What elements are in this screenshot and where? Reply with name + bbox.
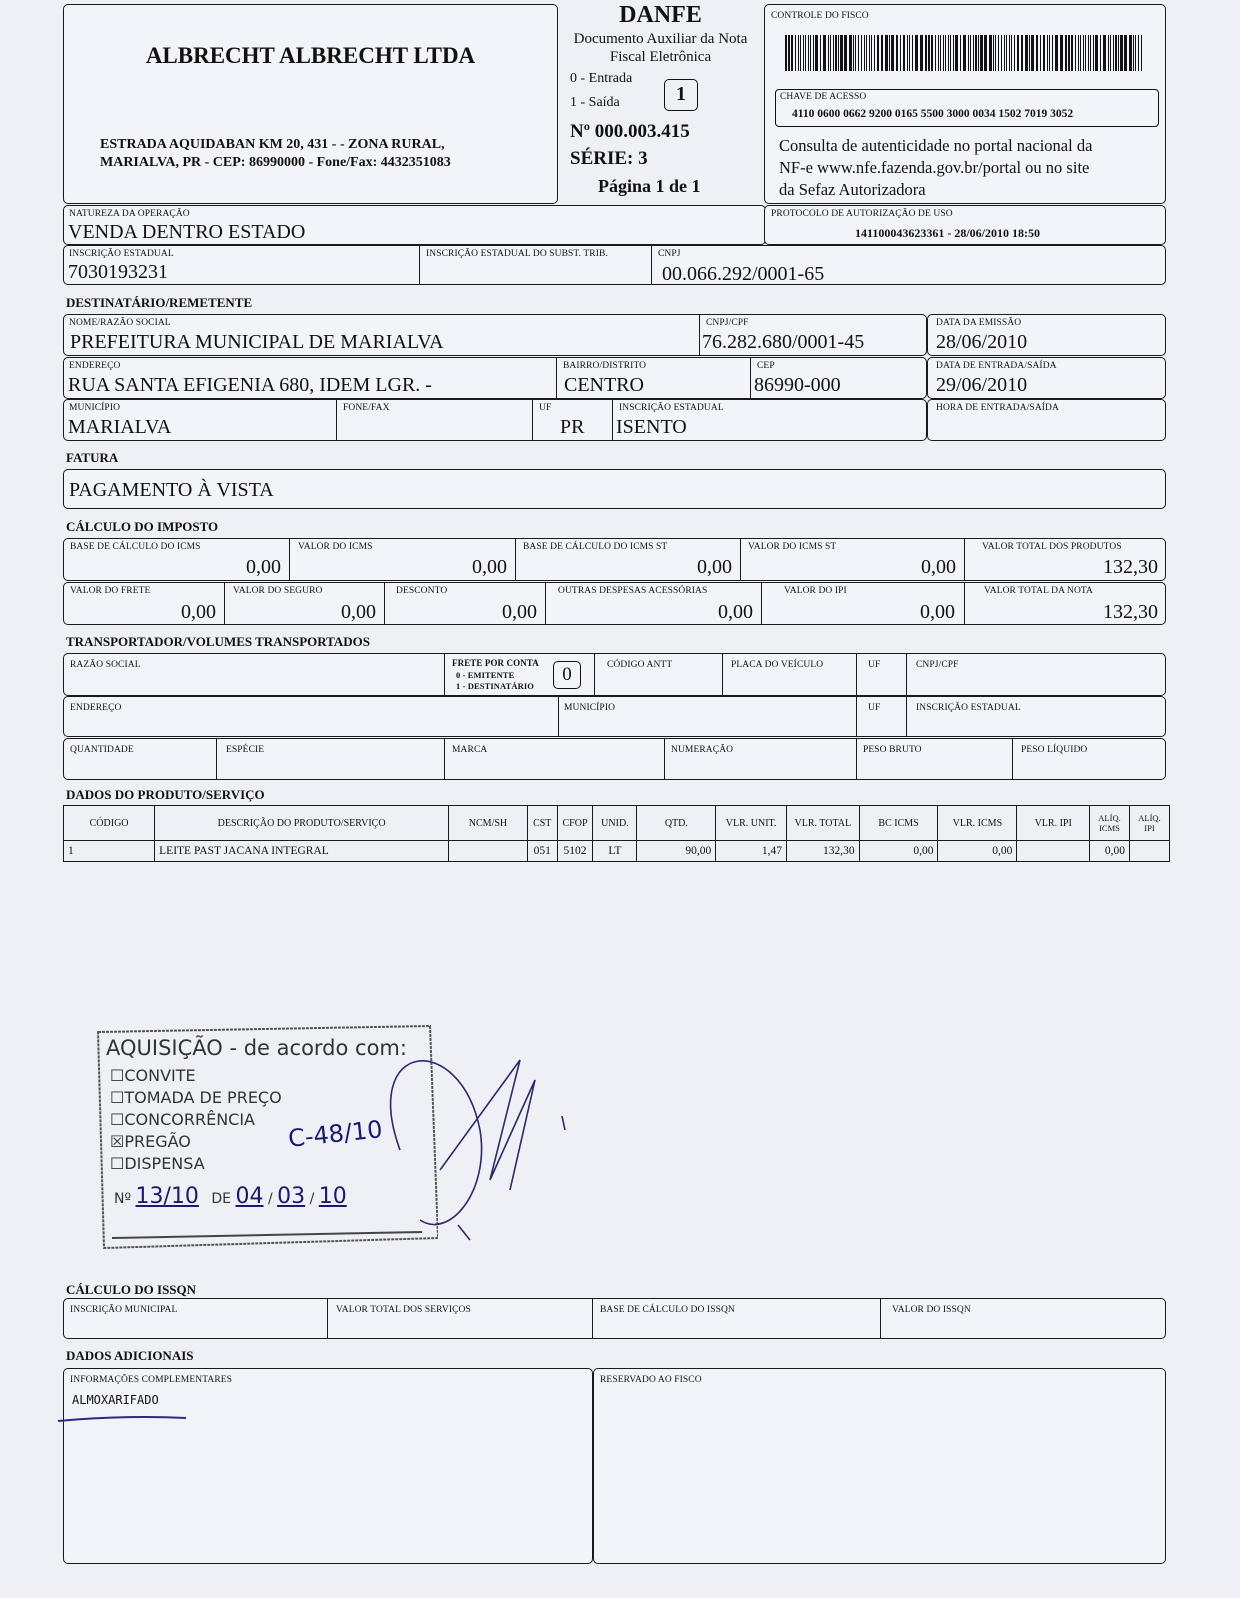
transp-frete-valor: 0 (553, 661, 581, 689)
barcode-bar (950, 35, 951, 71)
consulta-1: Consulta de autenticidade no portal nacional da (779, 136, 1093, 155)
barcode-bar (1088, 35, 1089, 71)
barcode-bar (830, 35, 831, 71)
imposto-r1-valor-2: 0,00 (697, 556, 732, 578)
transp-bruto-label: PESO BRUTO (863, 745, 922, 755)
consulta-2: NF-e www.nfe.fazenda.gov.br/portal ou no site (779, 158, 1090, 177)
row-cfop: 5102 (557, 841, 593, 862)
dest-cnpj-label: CNPJ/CPF (706, 318, 749, 328)
stamp-ano: 10 (318, 1184, 347, 1209)
dest-endereco: RUA SANTA EFIGENIA 680, IDEM LGR. - (68, 374, 432, 396)
checked-checkbox-icon: ☒ (110, 1132, 125, 1151)
dest-fone-label: FONE/FAX (343, 403, 390, 413)
barcode-bar (844, 35, 847, 71)
col-bc-icms: BC ICMS (859, 806, 938, 841)
danfe-block (558, 0, 763, 204)
imposto-r1-valor-4: 132,30 (1103, 556, 1158, 578)
barcode-bar (980, 35, 983, 71)
barcode-bar (920, 35, 923, 71)
barcode-bar (1014, 35, 1015, 71)
barcode-bar (808, 35, 809, 71)
issqn-label-0: INSCRIÇÃO MUNICIPAL (70, 1305, 178, 1315)
adicionais-title: DADOS ADICIONAIS (66, 1348, 194, 1363)
barcode-bar (995, 35, 996, 71)
barcode-bar (1040, 35, 1041, 71)
barcode-bar (1133, 35, 1134, 71)
barcode-bar (1052, 35, 1053, 71)
barcode-bar (1093, 35, 1094, 71)
destinatario-row3 (63, 399, 927, 441)
controle-fisco-label: CONTROLE DO FISCO (771, 11, 869, 21)
hora-box (927, 399, 1166, 441)
stamp-item-4: ☐DISPENSA (110, 1154, 205, 1173)
barcode-bar (1141, 35, 1142, 71)
barcode-bar (975, 35, 977, 71)
col-descricao: DESCRIÇÃO DO PRODUTO/SERVIÇO (155, 806, 449, 841)
barcode-bar (813, 35, 814, 71)
imposto-r1-label-1: VALOR DO ICMS (298, 542, 373, 552)
info-valor: ALMOXARIFADO (72, 1393, 159, 1407)
info-complementares-box (63, 1368, 593, 1564)
barcode-bar (1078, 35, 1079, 71)
barcode-bar (993, 35, 994, 71)
transporte-row1 (63, 653, 1166, 696)
barcode-bar (881, 35, 883, 71)
imposto-r1-label-4: VALOR TOTAL DOS PRODUTOS (982, 542, 1122, 552)
fisco-reservado-label: RESERVADO AO FISCO (600, 1375, 702, 1385)
dest-uf-label: UF (539, 403, 552, 413)
barcode-bar (798, 35, 799, 71)
row-ncm (449, 841, 528, 862)
barcode-bar (785, 35, 787, 71)
danfe-serie: SÉRIE: 3 (570, 148, 648, 169)
col-vlr-icms: VLR. ICMS (938, 806, 1017, 841)
issqn-title: CÁLCULO DO ISSQN (66, 1282, 197, 1297)
emitente-endereco-1: ESTRADA AQUIDABAN KM 20, 431 - - ZONA RURAL, (100, 137, 445, 152)
col-vlr-total: VLR. TOTAL (786, 806, 859, 841)
barcode-bar (912, 35, 913, 71)
barcode-bar (931, 35, 933, 71)
produtos-header-row (64, 806, 1170, 841)
transp-endereco-label: ENDEREÇO (70, 703, 122, 713)
row-unid: LT (593, 841, 637, 862)
danfe-subtitle-1: Documento Auxiliar da Nota (573, 31, 748, 47)
barcode-bar (1049, 35, 1050, 71)
barcode-bar (815, 35, 818, 71)
barcode-bar (1047, 35, 1048, 71)
barcode-bar (970, 35, 971, 71)
barcode-bar (1001, 35, 1002, 71)
col-vlr-unit: VLR. UNIT. (716, 806, 787, 841)
emitente-box (63, 4, 558, 204)
iest-label: INSCRIÇÃO ESTADUAL DO SUBST. TRIB. (426, 249, 608, 259)
dest-ie: ISENTO (616, 416, 687, 438)
barcode-bar (874, 35, 875, 71)
produtos-title: DADOS DO PRODUTO/SERVIÇO (66, 787, 265, 802)
transp-razao-label: RAZÃO SOCIAL (70, 660, 141, 670)
stamp-num-label: Nº (114, 1191, 132, 1207)
barcode-bar (823, 35, 826, 71)
transporte-row3 (63, 738, 1166, 780)
issqn-label-2: BASE DE CÁLCULO DO ISSQN (600, 1305, 735, 1315)
barcode-bar (1043, 35, 1045, 71)
imposto-r2-label-3: OUTRAS DESPESAS ACESSÓRIAS (558, 586, 708, 596)
barcode-bar (909, 35, 910, 71)
barcode-bar (833, 35, 834, 71)
barcode-bar (963, 35, 966, 71)
barcode-bar (1118, 35, 1119, 71)
barcode-bar (869, 35, 870, 71)
barcode-bar (978, 35, 979, 71)
dest-endereco-label: ENDEREÇO (69, 361, 121, 371)
barcode-bar (853, 35, 854, 71)
barcode-bar (858, 35, 859, 71)
barcode-bar (805, 35, 806, 71)
row-vlr-unit: 1,47 (716, 841, 787, 862)
transp-marca-label: MARCA (452, 745, 488, 755)
imposto-r2-label-1: VALOR DO SEGURO (233, 586, 323, 596)
chave-acesso: 4110 0600 0662 9200 0165 5500 3000 0034 1502 7019 3052 (792, 108, 1074, 120)
barcode-bar (1138, 35, 1139, 71)
imposto-r2-valor-5: 132,30 (1103, 601, 1158, 623)
barcode-bar (1124, 35, 1127, 71)
imposto-r2-label-0: VALOR DO FRETE (70, 586, 151, 596)
barcode (785, 35, 1145, 71)
barcode-bar (877, 35, 879, 71)
protocolo-valor: 141100043623361 - 28/06/2010 18:50 (855, 226, 1040, 240)
barcode-bar (871, 35, 872, 71)
underline-stroke (56, 1413, 196, 1427)
natureza-valor: VENDA DENTRO ESTADO (68, 221, 306, 243)
danfe-tipo-box: 1 (664, 79, 698, 111)
imposto-r2-valor-1: 0,00 (341, 601, 376, 623)
barcode-bar (864, 35, 865, 71)
checkbox-icon: ☐ (110, 1066, 125, 1085)
col-ncm: NCM/SH (449, 806, 528, 841)
col-aliq-ipi: ALÍQ. IPI (1129, 806, 1169, 841)
imposto-row2 (63, 582, 1166, 625)
transp-antt-label: CÓDIGO ANTT (607, 660, 673, 670)
issqn-label-3: VALOR DO ISSQN (892, 1305, 971, 1315)
barcode-bar (1060, 35, 1063, 71)
dest-municipio: MARIALVA (68, 416, 172, 438)
danfe-subtitle-2: Fiscal Eletrônica (609, 49, 712, 65)
barcode-bar (861, 35, 862, 71)
transp-cnpj-label: CNPJ/CPF (916, 660, 959, 670)
stamp-de-label: DE (211, 1191, 232, 1207)
col-unid: UNID. (593, 806, 637, 841)
barcode-bar (820, 35, 821, 71)
dest-bairro: CENTRO (564, 374, 644, 396)
imposto-row1 (63, 538, 1166, 581)
col-qtd: QTD. (637, 806, 716, 841)
barcode-bar (1108, 35, 1109, 71)
barcode-bar (1100, 35, 1101, 71)
barcode-bar (915, 35, 918, 71)
imposto-title: CÁLCULO DO IMPOSTO (66, 519, 219, 534)
barcode-bar (1071, 35, 1073, 71)
barcode-bar (1004, 35, 1005, 71)
row-aliq-ipi (1129, 841, 1169, 862)
natureza-label: NATUREZA DA OPERAÇÃO (69, 209, 190, 219)
danfe-entrada: 0 - Entrada (570, 71, 633, 86)
barcode-bar (989, 35, 992, 71)
transporte-title: TRANSPORTADOR/VOLUMES TRANSPORTADOS (66, 634, 371, 649)
barcode-bar (838, 35, 839, 71)
barcode-bar (791, 35, 793, 71)
table-row (64, 841, 1170, 862)
barcode-bar (828, 35, 829, 71)
barcode-bar (1075, 35, 1076, 71)
barcode-bar (945, 35, 946, 71)
dest-ie-label: INSCRIÇÃO ESTADUAL (619, 403, 724, 413)
protocolo-label: PROTOCOLO DE AUTORIZAÇÃO DE USO (771, 209, 953, 219)
imposto-r2-valor-3: 0,00 (718, 601, 753, 623)
barcode-bar (928, 35, 930, 71)
imposto-r2-label-4: VALOR DO IPI (784, 586, 847, 596)
row-aliq-icms: 0,00 (1090, 841, 1130, 862)
transp-numeracao-label: NUMERAÇÃO (671, 745, 734, 755)
emitente-endereco-2: MARIALVA, PR - CEP: 86990000 - Fone/Fax: 4432351083 (100, 155, 451, 170)
imposto-r2-valor-2: 0,00 (502, 601, 537, 623)
barcode-bar (835, 35, 837, 71)
barcode-bar (1055, 35, 1058, 71)
barcode-bar (968, 35, 969, 71)
checkbox-icon: ☐ (110, 1110, 125, 1129)
barcode-bar (855, 35, 856, 71)
barcode-bar (1021, 35, 1023, 71)
chave-box (775, 89, 1159, 127)
imposto-r1-valor-3: 0,00 (921, 556, 956, 578)
imposto-r2-label-2: DESCONTO (396, 586, 448, 596)
barcode-bar (998, 35, 999, 71)
cnpj-valor: 00.066.292/0001-65 (662, 263, 825, 285)
fisco-box (764, 4, 1166, 204)
dest-emissao-label: DATA DA EMISSÃO (936, 318, 1022, 328)
row-bc-icms: 0,00 (859, 841, 938, 862)
row-cst: 051 (527, 841, 557, 862)
entrada-box (927, 357, 1166, 399)
dest-emissao: 28/06/2010 (936, 331, 1028, 353)
barcode-bar (849, 35, 852, 71)
col-vlr-ipi: VLR. IPI (1017, 806, 1090, 841)
barcode-bar (1080, 35, 1081, 71)
stamp-numero-line: Nº 13/10 DE 04 / 03 / 10 (114, 1184, 347, 1209)
barcode-bar (1011, 35, 1012, 71)
emissao-box (927, 314, 1166, 356)
dest-municipio-label: MUNICÍPIO (69, 403, 121, 413)
col-aliq-icms: ALÍQ. ICMS (1090, 806, 1130, 841)
dest-nome-label: NOME/RAZÃO SOCIAL (69, 318, 171, 328)
ie-label: INSCRIÇÃO ESTADUAL (69, 249, 174, 259)
transp-especie-label: ESPÉCIE (226, 745, 265, 755)
dest-entrada: 29/06/2010 (936, 374, 1028, 396)
barcode-bar (795, 35, 796, 71)
barcode-bar (948, 35, 949, 71)
destinatario-row1 (63, 314, 927, 356)
stamp-item-1: ☐TOMADA DE PREÇO (110, 1088, 282, 1107)
transp-municipio-label: MUNICÍPIO (564, 703, 616, 713)
barcode-bar (1009, 35, 1010, 71)
row-descricao: LEITE PAST JACANA INTEGRAL (155, 841, 449, 862)
produtos-table (63, 805, 1170, 862)
barcode-bar (1083, 35, 1084, 71)
transp-frete-op0: 0 - EMITENTE (456, 670, 515, 680)
danfe-saida: 1 - Saída (570, 95, 620, 110)
barcode-bar (955, 35, 958, 71)
barcode-bar (1113, 35, 1114, 71)
barcode-bar (1025, 35, 1028, 71)
dest-hora-label: HORA DE ENTRADA/SAÍDA (936, 403, 1059, 413)
stamp-item-3: ☒PREGÃO (110, 1132, 191, 1151)
barcode-bar (1006, 35, 1007, 71)
barcode-bar (1115, 35, 1117, 71)
row-qtd: 90,00 (637, 841, 716, 862)
col-codigo: CÓDIGO (64, 806, 155, 841)
dest-bairro-label: BAIRRO/DISTRITO (563, 361, 647, 371)
dest-cnpj: 76.282.680/0001-45 (702, 331, 865, 353)
imposto-r1-label-0: BASE DE CÁLCULO DO ICMS (70, 542, 201, 552)
barcode-bar (1135, 35, 1136, 71)
barcode-bar (800, 35, 801, 71)
barcode-bar (943, 35, 944, 71)
imposto-r2-label-5: VALOR TOTAL DA NOTA (984, 586, 1094, 596)
barcode-bar (896, 35, 898, 71)
transp-ie-label: INSCRIÇÃO ESTADUAL (916, 703, 1021, 713)
col-cfop: CFOP (557, 806, 593, 841)
stamp-mes: 03 (277, 1184, 306, 1209)
checkbox-icon: ☐ (110, 1088, 125, 1107)
row-vlr-total: 132,30 (786, 841, 859, 862)
transp-uf-label: UF (868, 660, 881, 670)
danfe-pagina: Página 1 de 1 (598, 176, 701, 196)
barcode-bar (1120, 35, 1123, 71)
barcode-bar (960, 35, 961, 71)
barcode-bar (1110, 35, 1111, 71)
barcode-bar (1065, 35, 1067, 71)
destinatario-title: DESTINATÁRIO/REMETENTE (66, 295, 253, 310)
barcode-bar (1085, 35, 1086, 71)
barcode-bar (1031, 35, 1034, 71)
fatura-title: FATURA (66, 450, 119, 465)
barcode-bar (1095, 35, 1098, 71)
barcode-bar (866, 35, 867, 71)
barcode-bar (1068, 35, 1070, 71)
protocolo-box (764, 205, 1166, 245)
barcode-bar (1017, 35, 1019, 71)
barcode-bar (938, 35, 939, 71)
row-vlr-icms: 0,00 (938, 841, 1017, 862)
stamp-dia: 04 (235, 1184, 264, 1209)
stamp-anotacao: C-48/10 (286, 1115, 384, 1153)
barcode-bar (803, 35, 804, 71)
dest-cep-label: CEP (757, 361, 775, 371)
barcode-bar (1090, 35, 1091, 71)
stamp-item-0: ☐CONVITE (110, 1066, 196, 1085)
imposto-r1-valor-0: 0,00 (246, 556, 281, 578)
ie-valor: 7030193231 (68, 261, 168, 283)
stamp-title: AQUISIÇÃO - de acordo com: (106, 1036, 407, 1060)
barcode-bar (907, 35, 908, 71)
barcode-bar (788, 35, 790, 71)
barcode-bar (935, 35, 936, 71)
issqn-box (63, 1298, 1166, 1339)
row-codigo: 1 (64, 841, 155, 862)
fatura-box (63, 469, 1166, 509)
barcode-bar (891, 35, 894, 71)
barcode-bar (810, 35, 811, 71)
info-label: INFORMAÇÕES COMPLEMENTARES (70, 1375, 233, 1385)
imposto-r1-label-2: BASE DE CÁLCULO DO ICMS ST (523, 542, 668, 552)
barcode-bar (925, 35, 927, 71)
dest-entrada-label: DATA DE ENTRADA/SAÍDA (936, 361, 1057, 371)
danfe-title: DANFE (619, 2, 702, 28)
barcode-bar (1036, 35, 1038, 71)
barcode-bar (840, 35, 843, 71)
barcode-bar (889, 35, 890, 71)
dest-uf: PR (560, 416, 585, 438)
barcode-bar (953, 35, 954, 71)
imposto-r2-valor-0: 0,00 (181, 601, 216, 623)
barcode-bar (940, 35, 941, 71)
transp-frete-label: FRETE POR CONTA (452, 658, 539, 668)
col-cst: CST (527, 806, 557, 841)
dest-cep: 86990-000 (754, 374, 841, 396)
checkbox-icon: ☐ (110, 1154, 125, 1173)
transp-liquido-label: PESO LÍQUIDO (1021, 745, 1088, 755)
imposto-r1-label-3: VALOR DO ICMS ST (748, 542, 837, 552)
inscricao-box (63, 245, 1166, 285)
barcode-bar (1029, 35, 1030, 71)
barcode-bar (1129, 35, 1132, 71)
dest-nome: PREFEITURA MUNICIPAL DE MARIALVA (70, 331, 444, 353)
stamp-numero: 13/10 (135, 1184, 199, 1209)
consulta-3: da Sefaz Autorizadora (779, 180, 926, 199)
transp-placa-label: PLACA DO VEÍCULO (731, 660, 824, 670)
barcode-bar (900, 35, 901, 71)
row-vlr-ipi (1017, 841, 1090, 862)
imposto-r1-valor-1: 0,00 (472, 556, 507, 578)
chave-label: CHAVE DE ACESSO (780, 92, 867, 102)
transp-frete-op1: 1 - DESTINATÁRIO (456, 681, 534, 691)
transp-qtd-label: QUANTIDADE (70, 745, 134, 755)
destinatario-row2 (63, 357, 927, 399)
fatura-valor: PAGAMENTO À VISTA (69, 479, 274, 501)
barcode-bar (1103, 35, 1106, 71)
issqn-label-1: VALOR TOTAL DOS SERVIÇOS (336, 1305, 471, 1315)
transp-uf2-label: UF (868, 703, 881, 713)
stamp-item-2: ☐CONCORRÊNCIA (110, 1110, 255, 1129)
natureza-box (63, 205, 766, 245)
emitente-nome: ALBRECHT ALBRECHT LTDA (145, 43, 476, 68)
imposto-r2-valor-4: 0,00 (920, 601, 955, 623)
cnpj-label: CNPJ (658, 249, 681, 259)
barcode-bar (903, 35, 905, 71)
danfe-numero: Nº 000.003.415 (570, 121, 690, 142)
reservado-fisco-box (593, 1368, 1166, 1564)
barcode-bar (885, 35, 888, 71)
transporte-row2 (63, 696, 1166, 737)
signature (340, 1020, 660, 1260)
barcode-bar (973, 35, 974, 71)
barcode-bar (984, 35, 987, 71)
